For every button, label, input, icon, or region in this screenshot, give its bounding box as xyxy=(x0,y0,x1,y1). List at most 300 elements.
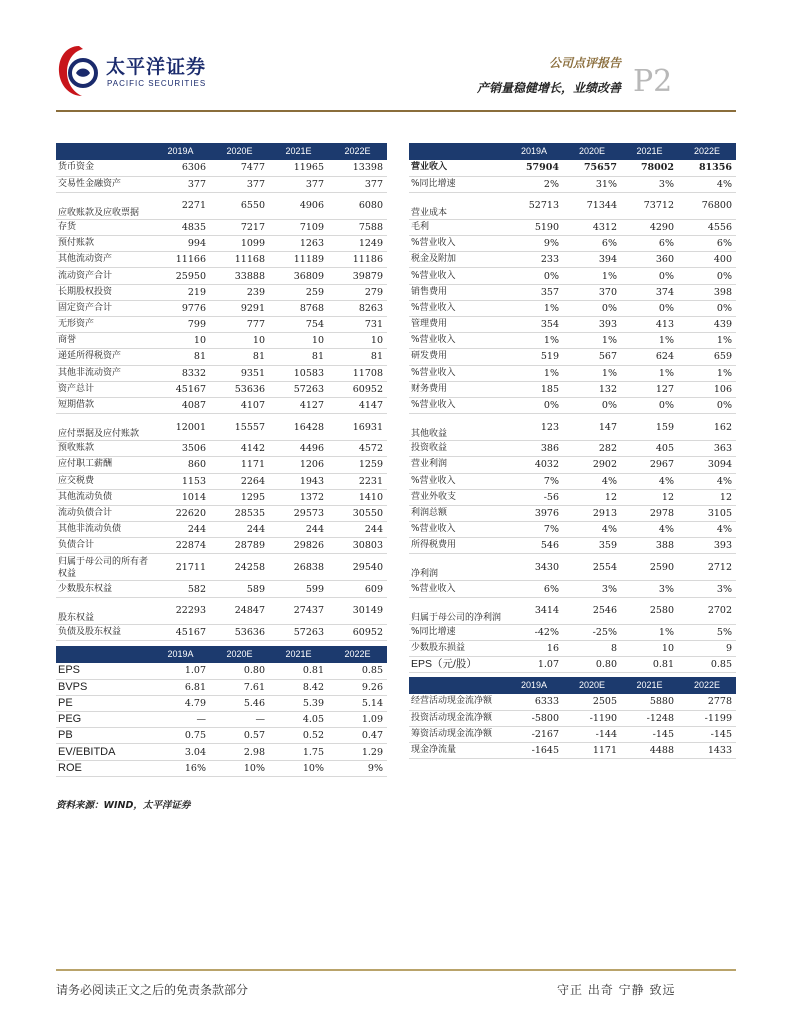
value-cell: 0% xyxy=(678,268,736,284)
value-cell: 1% xyxy=(563,333,621,349)
value-cell: 16 xyxy=(505,640,563,656)
value-cell: 0.85 xyxy=(678,657,736,673)
year-header: 2021E xyxy=(621,677,678,694)
value-cell: 609 xyxy=(328,581,387,597)
value-cell: 2554 xyxy=(563,554,621,581)
row-label: %营业收入 xyxy=(409,236,505,252)
value-cell: 45167 xyxy=(151,381,210,397)
value-cell: 29573 xyxy=(269,505,328,521)
value-cell: 6% xyxy=(563,236,621,252)
value-cell: 359 xyxy=(563,538,621,554)
value-cell: 3% xyxy=(563,581,621,597)
value-cell: 31% xyxy=(563,176,621,192)
value-cell: 39879 xyxy=(328,268,387,284)
value-cell: 244 xyxy=(151,522,210,538)
table-row xyxy=(409,457,736,473)
value-cell: 599 xyxy=(269,581,328,597)
row-label: 资产总计 xyxy=(56,381,151,397)
value-cell: 30550 xyxy=(328,505,387,521)
value-cell: 3105 xyxy=(678,505,736,521)
value-cell: 2231 xyxy=(328,473,387,489)
row-label: 应收账款及应收票据 xyxy=(56,192,151,219)
value-cell: 2702 xyxy=(678,597,736,624)
value-cell: 2590 xyxy=(621,554,678,581)
value-cell: 233 xyxy=(505,252,563,268)
value-cell: 7109 xyxy=(269,219,328,235)
pacific-securities-logo-icon xyxy=(56,42,102,100)
value-cell: 2902 xyxy=(563,457,621,473)
year-header: 2019A xyxy=(505,143,563,160)
row-label: PEG xyxy=(56,712,151,728)
table-row xyxy=(409,381,736,397)
value-cell: 106 xyxy=(678,381,736,397)
value-cell: 16428 xyxy=(269,414,328,441)
table-row xyxy=(409,538,736,554)
value-cell: 0% xyxy=(563,300,621,316)
table-row xyxy=(56,679,387,695)
value-cell: 7.61 xyxy=(210,679,269,695)
row-label: %营业收入 xyxy=(409,333,505,349)
value-cell: 4% xyxy=(678,176,736,192)
value-cell: 123 xyxy=(505,414,563,441)
value-cell: 519 xyxy=(505,349,563,365)
value-cell: 9776 xyxy=(151,300,210,316)
row-label: 现金净流量 xyxy=(409,743,505,759)
value-cell: 81 xyxy=(151,349,210,365)
value-cell: 1372 xyxy=(269,489,328,505)
row-label: 管理费用 xyxy=(409,317,505,333)
table-row xyxy=(56,554,387,581)
year-header: 2021E xyxy=(621,143,678,160)
table-row xyxy=(409,365,736,381)
value-cell: 5% xyxy=(678,624,736,640)
table-row xyxy=(56,663,387,679)
table-row xyxy=(56,414,387,441)
value-cell: 27437 xyxy=(269,597,328,624)
value-cell: 9% xyxy=(328,760,387,776)
row-label: %营业收入 xyxy=(409,522,505,538)
table-row xyxy=(409,473,736,489)
row-label: 货币资金 xyxy=(56,160,151,176)
value-cell: 3% xyxy=(621,176,678,192)
logo-english-name: PACIFIC SECURITIES xyxy=(107,79,207,88)
value-cell: 1% xyxy=(505,365,563,381)
year-header: 2022E xyxy=(678,677,736,694)
data-source-note: 资料来源：WIND，太平洋证券 xyxy=(56,800,191,811)
value-cell: 1% xyxy=(621,624,678,640)
report-subtitle: 产销量稳健增长，业绩改善 xyxy=(476,81,621,95)
row-label: 营业利润 xyxy=(409,457,505,473)
value-cell: 185 xyxy=(505,381,563,397)
value-cell: 9 xyxy=(678,640,736,656)
value-cell: 363 xyxy=(678,441,736,457)
row-label: 营业收入 xyxy=(409,160,505,176)
value-cell: 5.14 xyxy=(328,695,387,711)
value-cell: 2264 xyxy=(210,473,269,489)
value-cell: — xyxy=(151,712,210,728)
value-cell: — xyxy=(210,712,269,728)
value-cell: 28789 xyxy=(210,538,269,554)
value-cell: 10 xyxy=(269,333,328,349)
value-cell: 282 xyxy=(563,441,621,457)
value-cell: 4.05 xyxy=(269,712,328,728)
value-cell: 162 xyxy=(678,414,736,441)
value-cell: 4127 xyxy=(269,397,328,413)
row-label: %同比增速 xyxy=(409,624,505,640)
table-row xyxy=(56,333,387,349)
table-row xyxy=(56,744,387,760)
disclaimer-note: 请务必阅读正文之后的免责条款部分 xyxy=(56,983,249,997)
value-cell: 1.09 xyxy=(328,712,387,728)
row-label: 其他收益 xyxy=(409,414,505,441)
value-cell: 6080 xyxy=(328,192,387,219)
value-cell: 0% xyxy=(621,300,678,316)
value-cell: 0.52 xyxy=(269,728,328,744)
row-label: 研发费用 xyxy=(409,349,505,365)
value-cell: 9.26 xyxy=(328,679,387,695)
value-cell: 0.80 xyxy=(563,657,621,673)
value-cell: 4% xyxy=(621,522,678,538)
value-cell: -145 xyxy=(621,726,678,742)
table-row xyxy=(409,597,736,624)
value-cell: 799 xyxy=(151,317,210,333)
value-cell: 3430 xyxy=(505,554,563,581)
page-number: P2 xyxy=(633,64,673,99)
table-row xyxy=(409,192,736,219)
table-row xyxy=(409,743,736,759)
value-cell: 21711 xyxy=(151,554,210,581)
value-cell: 4087 xyxy=(151,397,210,413)
row-label: 财务费用 xyxy=(409,381,505,397)
value-cell: 24258 xyxy=(210,554,269,581)
value-cell: 1295 xyxy=(210,489,269,505)
value-cell: 7217 xyxy=(210,219,269,235)
value-cell: 731 xyxy=(328,317,387,333)
value-cell: 624 xyxy=(621,349,678,365)
value-cell: 30803 xyxy=(328,538,387,554)
table-row xyxy=(56,441,387,457)
value-cell: 3506 xyxy=(151,441,210,457)
value-cell: 12 xyxy=(621,489,678,505)
table-header-row xyxy=(56,646,387,663)
row-label: 预付账款 xyxy=(56,236,151,252)
value-cell: -1190 xyxy=(563,710,621,726)
row-label: %营业收入 xyxy=(409,365,505,381)
table-row xyxy=(56,489,387,505)
table-row xyxy=(56,176,387,192)
value-cell: 3094 xyxy=(678,457,736,473)
row-label: 筹资活动现金流净额 xyxy=(409,726,505,742)
table-row xyxy=(409,219,736,235)
value-cell: 7477 xyxy=(210,160,269,176)
year-header: 2022E xyxy=(328,143,387,160)
company-motto: 守正 出奇 宁静 致远 xyxy=(557,983,676,997)
row-label: 应交税费 xyxy=(56,473,151,489)
row-label: 经营活动现金流净额 xyxy=(409,694,505,710)
value-cell: 1099 xyxy=(210,236,269,252)
value-cell: 1014 xyxy=(151,489,210,505)
row-label: 投资收益 xyxy=(409,441,505,457)
row-label: 归属于母公司的所有者权益 xyxy=(56,554,151,581)
table-row xyxy=(56,284,387,300)
value-cell: 1206 xyxy=(269,457,328,473)
year-header: 2020E xyxy=(563,677,621,694)
value-cell: 439 xyxy=(678,317,736,333)
table-header-row xyxy=(409,677,736,694)
row-label: 其他流动负债 xyxy=(56,489,151,505)
table-row xyxy=(409,252,736,268)
value-cell: 244 xyxy=(269,522,328,538)
value-cell: 4572 xyxy=(328,441,387,457)
row-label: 其他非流动资产 xyxy=(56,365,151,381)
value-cell: 259 xyxy=(269,284,328,300)
row-label: PE xyxy=(56,695,151,711)
value-cell: 567 xyxy=(563,349,621,365)
table-row xyxy=(409,657,736,673)
value-cell: 4290 xyxy=(621,219,678,235)
value-cell: 53636 xyxy=(210,381,269,397)
table-row xyxy=(56,712,387,728)
table-row xyxy=(56,219,387,235)
value-cell: 0.85 xyxy=(328,663,387,679)
value-cell: 4488 xyxy=(621,743,678,759)
value-cell: 2712 xyxy=(678,554,736,581)
value-cell: 11708 xyxy=(328,365,387,381)
value-cell: 0.57 xyxy=(210,728,269,744)
row-label: %营业收入 xyxy=(409,268,505,284)
value-cell: 11168 xyxy=(210,252,269,268)
row-label: 税金及附加 xyxy=(409,252,505,268)
value-cell: 10 xyxy=(328,333,387,349)
value-cell: 219 xyxy=(151,284,210,300)
value-cell: 60952 xyxy=(328,624,387,640)
value-cell: 7588 xyxy=(328,219,387,235)
value-cell: 3% xyxy=(621,581,678,597)
value-cell: 8768 xyxy=(269,300,328,316)
value-cell: 9% xyxy=(505,236,563,252)
value-cell: 279 xyxy=(328,284,387,300)
table-row xyxy=(409,300,736,316)
row-label: ROE xyxy=(56,760,151,776)
value-cell: 400 xyxy=(678,252,736,268)
value-cell: 360 xyxy=(621,252,678,268)
row-label: %营业收入 xyxy=(409,300,505,316)
table-row xyxy=(56,160,387,176)
header-divider xyxy=(56,110,736,112)
value-cell: 76800 xyxy=(678,192,736,219)
value-cell: 354 xyxy=(505,317,563,333)
value-cell: 60952 xyxy=(328,381,387,397)
value-cell: 4556 xyxy=(678,219,736,235)
table-row xyxy=(56,581,387,597)
table-row xyxy=(56,268,387,284)
table-row xyxy=(409,349,736,365)
table-row xyxy=(409,414,736,441)
value-cell: 30149 xyxy=(328,597,387,624)
value-cell: 1% xyxy=(678,365,736,381)
row-label: 所得税费用 xyxy=(409,538,505,554)
value-cell: 239 xyxy=(210,284,269,300)
row-label: 少数股东损益 xyxy=(409,640,505,656)
value-cell: 386 xyxy=(505,441,563,457)
row-label: 预收账款 xyxy=(56,441,151,457)
row-label: 股东权益 xyxy=(56,597,151,624)
year-header: 2022E xyxy=(678,143,736,160)
table-row xyxy=(409,236,736,252)
row-label: 归属于母公司的净利润 xyxy=(409,597,505,624)
value-cell: 1410 xyxy=(328,489,387,505)
year-header: 2019A xyxy=(151,143,210,160)
value-cell: 6550 xyxy=(210,192,269,219)
value-cell: 10583 xyxy=(269,365,328,381)
table-row xyxy=(56,365,387,381)
company-logo xyxy=(56,42,226,102)
value-cell: 1.29 xyxy=(328,744,387,760)
value-cell: 26838 xyxy=(269,554,328,581)
value-cell: 1263 xyxy=(269,236,328,252)
value-cell: 589 xyxy=(210,581,269,597)
table-row xyxy=(409,726,736,742)
table-row xyxy=(409,284,736,300)
table-row xyxy=(56,473,387,489)
row-label: 流动资产合计 xyxy=(56,268,151,284)
table-row xyxy=(56,457,387,473)
value-cell: 6% xyxy=(621,236,678,252)
value-cell: 12001 xyxy=(151,414,210,441)
value-cell: 4032 xyxy=(505,457,563,473)
value-cell: 3414 xyxy=(505,597,563,624)
value-cell: 8.42 xyxy=(269,679,328,695)
value-cell: 860 xyxy=(151,457,210,473)
row-label: 无形资产 xyxy=(56,317,151,333)
table-row xyxy=(409,441,736,457)
value-cell: 2778 xyxy=(678,694,736,710)
year-header: 2021E xyxy=(269,646,328,663)
value-cell: 9291 xyxy=(210,300,269,316)
value-cell: 1153 xyxy=(151,473,210,489)
value-cell: 81356 xyxy=(678,160,736,176)
row-label: 递延所得税资产 xyxy=(56,349,151,365)
value-cell: 57263 xyxy=(269,381,328,397)
value-cell: 9351 xyxy=(210,365,269,381)
value-cell: 0.47 xyxy=(328,728,387,744)
value-cell: 370 xyxy=(563,284,621,300)
value-cell: 75657 xyxy=(563,160,621,176)
value-cell: 4% xyxy=(563,522,621,538)
row-label: 应付职工薪酬 xyxy=(56,457,151,473)
year-header: 2019A xyxy=(151,646,210,663)
table-row xyxy=(409,694,736,710)
value-cell: 1% xyxy=(621,365,678,381)
value-cell: 52713 xyxy=(505,192,563,219)
row-label: 其他非流动负债 xyxy=(56,522,151,538)
row-label: 毛利 xyxy=(409,219,505,235)
value-cell: 4496 xyxy=(269,441,328,457)
value-cell: 12 xyxy=(563,489,621,505)
row-label: 流动负债合计 xyxy=(56,505,151,521)
value-cell: 36809 xyxy=(269,268,328,284)
value-cell: 10% xyxy=(269,760,328,776)
table-row xyxy=(409,160,736,176)
value-cell: 5.39 xyxy=(269,695,328,711)
table-row xyxy=(56,597,387,624)
row-label: %同比增速 xyxy=(409,176,505,192)
value-cell: 244 xyxy=(210,522,269,538)
value-cell: 1171 xyxy=(210,457,269,473)
value-cell: 1943 xyxy=(269,473,328,489)
value-cell: 4835 xyxy=(151,219,210,235)
row-label: %营业收入 xyxy=(409,473,505,489)
value-cell: 4% xyxy=(678,473,736,489)
row-label: EPS（元/股） xyxy=(409,657,505,673)
row-label: %营业收入 xyxy=(409,581,505,597)
value-cell: 33888 xyxy=(210,268,269,284)
value-cell: 11189 xyxy=(269,252,328,268)
value-cell: -5800 xyxy=(505,710,563,726)
value-cell: 659 xyxy=(678,349,736,365)
value-cell: 22293 xyxy=(151,597,210,624)
row-label: 负债及股东权益 xyxy=(56,624,151,640)
value-cell: 71344 xyxy=(563,192,621,219)
value-cell: 8332 xyxy=(151,365,210,381)
value-cell: 16931 xyxy=(328,414,387,441)
table-row xyxy=(409,176,736,192)
value-cell: 777 xyxy=(210,317,269,333)
value-cell: 0% xyxy=(563,397,621,413)
value-cell: 13398 xyxy=(328,160,387,176)
row-label: 长期股权投资 xyxy=(56,284,151,300)
value-cell: 2546 xyxy=(563,597,621,624)
value-cell: 413 xyxy=(621,317,678,333)
value-cell: 754 xyxy=(269,317,328,333)
value-cell: 57263 xyxy=(269,624,328,640)
value-cell: 25950 xyxy=(151,268,210,284)
value-cell: 394 xyxy=(563,252,621,268)
value-cell: 1.75 xyxy=(269,744,328,760)
value-cell: 6333 xyxy=(505,694,563,710)
value-cell: 3.04 xyxy=(151,744,210,760)
value-cell: 78002 xyxy=(621,160,678,176)
value-cell: -25% xyxy=(563,624,621,640)
row-label: 商誉 xyxy=(56,333,151,349)
table-row xyxy=(56,397,387,413)
year-header: 2020E xyxy=(210,143,269,160)
value-cell: 4% xyxy=(678,522,736,538)
value-cell: 81 xyxy=(269,349,328,365)
value-cell: 2505 xyxy=(563,694,621,710)
row-label: 交易性金融资产 xyxy=(56,176,151,192)
row-label: 投资活动现金流净额 xyxy=(409,710,505,726)
value-cell: 45167 xyxy=(151,624,210,640)
value-cell: 0% xyxy=(505,268,563,284)
table-row xyxy=(409,624,736,640)
value-cell: 15557 xyxy=(210,414,269,441)
table-row xyxy=(409,522,736,538)
value-cell: 10 xyxy=(151,333,210,349)
value-cell: 377 xyxy=(328,176,387,192)
value-cell: 994 xyxy=(151,236,210,252)
value-cell: 1433 xyxy=(678,743,736,759)
year-header: 2022E xyxy=(328,646,387,663)
value-cell: 1.07 xyxy=(505,657,563,673)
table-row xyxy=(56,381,387,397)
value-cell: 2967 xyxy=(621,457,678,473)
value-cell: 11965 xyxy=(269,160,328,176)
value-cell: 1% xyxy=(678,333,736,349)
row-label: %营业收入 xyxy=(409,397,505,413)
logo-chinese-name: 太平洋证券 xyxy=(106,56,207,78)
row-label: 净利润 xyxy=(409,554,505,581)
